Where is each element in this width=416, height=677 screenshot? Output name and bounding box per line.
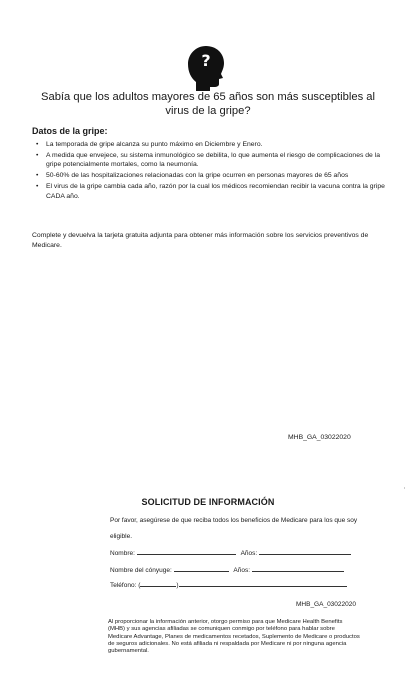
fold-mark bbox=[404, 487, 405, 489]
fact-item: • La temporada de gripe alcanza su punto máximo en Diciembre y Enero. bbox=[32, 140, 392, 149]
age-label: Años: bbox=[240, 550, 258, 557]
spouse-age-field[interactable] bbox=[252, 564, 344, 572]
spouse-field[interactable] bbox=[174, 564, 229, 572]
head-question-icon bbox=[186, 44, 226, 92]
cta-text: Complete y devuelva la tarjeta gratuita adjunta para obtener más información sobre los servicios preventivos de Medicare. bbox=[32, 232, 369, 249]
fact-item: • A medida que envejece, su sistema inmunológico se debilita, lo que aumenta el riesgo de complicaciones de la gripe potencialmente mortales, como la neumonía. bbox=[32, 151, 392, 170]
document-code: MHB_GA_03022020 bbox=[288, 434, 351, 441]
form-intro: Por favor, asegúrese de que reciba todos los beneficios de Medicare para los que soy eligible. bbox=[110, 517, 358, 540]
spouse-age-label: Años: bbox=[233, 567, 251, 574]
spouse-label: Nombre del cónyuge: bbox=[110, 567, 172, 574]
age-field[interactable] bbox=[259, 547, 351, 555]
fact-item: • 50-60% de las hospitalizaciones relacionadas con la gripe ocurren en personas mayores de 65 años bbox=[32, 171, 392, 180]
phone-area-field[interactable] bbox=[140, 579, 176, 587]
phone-label: Teléfono: bbox=[110, 582, 137, 589]
svg-text:?: ? bbox=[201, 51, 211, 70]
name-field[interactable] bbox=[137, 547, 236, 555]
phone-row: Teléfono: ( ) bbox=[110, 579, 347, 589]
disclaimer: Al proporcionar la información anterior, otorgo permiso para que Medicare Health Benefits (MHB) y sus agencias afiliadas se comuniquen conmigo por teléfono para hablar sobre Medicare Advantage, Planes de medicamentos recetados, Suplemento de Medicare o productos de seguros adicionales. No está afiliada ni respaldada por Medicare ni por ninguna agencia gubernamental. bbox=[108, 619, 360, 655]
facts-list bbox=[32, 140, 392, 202]
spouse-row bbox=[110, 564, 344, 574]
form-code: MHB_GA_03022020 bbox=[296, 601, 356, 608]
form-title: SOLICITUD DE INFORMACIÓN bbox=[141, 497, 275, 507]
name-row bbox=[110, 547, 351, 557]
fact-item: • El virus de la gripe cambia cada año, razón por la cual los médicos recomiendan recibir la vacuna contra la gripe CADA año. bbox=[32, 182, 392, 201]
facts-title: Datos de la gripe: bbox=[32, 126, 108, 136]
name-label: Nombre: bbox=[110, 550, 135, 557]
headline: Sabía que los adultos mayores de 65 años son más susceptibles al virus de la gripe? bbox=[41, 91, 375, 117]
phone-number-field[interactable] bbox=[179, 579, 347, 587]
